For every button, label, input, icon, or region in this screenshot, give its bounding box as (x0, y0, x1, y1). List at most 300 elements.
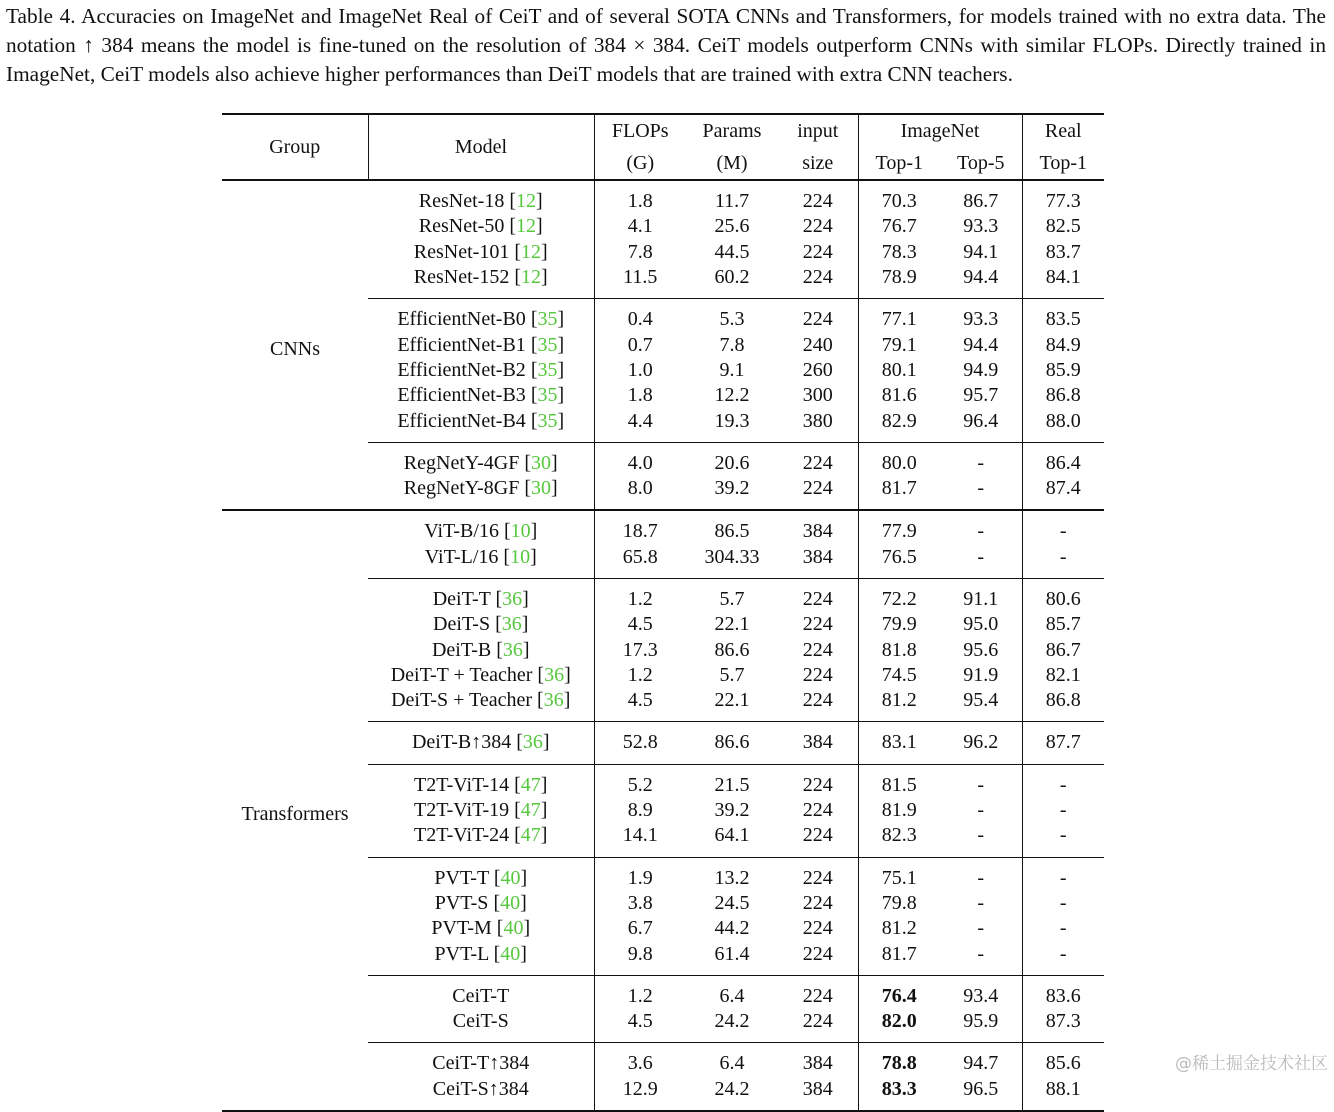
citation-bracket: ] (520, 891, 527, 914)
citation-bracket: [ (514, 240, 522, 263)
model-name-cell (368, 1077, 594, 1111)
real-top1-cell: 86.7 (1045, 638, 1081, 661)
imagenet-top5-cell: 93.4 (940, 975, 1022, 1009)
citation-bracket: ] (536, 190, 543, 213)
real-top1-cell: 77.3 (1045, 190, 1081, 213)
imagenet-top1-cell: 82.3 (881, 824, 917, 847)
imagenet-top5-cell: 95.6 (940, 637, 1022, 662)
model-name: CeiT-T (452, 984, 510, 1007)
citation-bracket: ] (541, 266, 548, 289)
citation-link[interactable]: 12 (516, 215, 537, 238)
header-group: Group (222, 114, 368, 180)
citation-link[interactable]: 10 (510, 520, 531, 543)
params-cell: 5.7 (686, 578, 778, 612)
imagenet-top1-cell: 72.2 (858, 578, 940, 612)
citation-bracket: [ (514, 799, 521, 822)
citation-link[interactable]: 12 (516, 190, 537, 213)
real-top1-cell: 87.3 (1045, 1010, 1081, 1033)
model-name: T2T-ViT-19 (414, 799, 515, 822)
citation-bracket: ] (520, 942, 527, 965)
model-name: PVT-M (431, 917, 497, 940)
results-table (222, 113, 1104, 1112)
citation-link[interactable]: 12 (521, 240, 542, 263)
input-size-cell: 380 (778, 408, 858, 442)
params-cell: 9.1 (719, 358, 745, 381)
imagenet-top1-cell: 80.0 (858, 442, 940, 476)
citation-bracket: [ (495, 613, 502, 636)
params-cell: 11.7 (714, 190, 750, 213)
citation-bracket: [ (493, 891, 501, 914)
flops-cell: 7.8 (627, 240, 653, 263)
model-name-cell (368, 688, 594, 722)
imagenet-top1-cell: 75.1 (858, 857, 940, 891)
params-cell: 21.5 (686, 764, 778, 798)
flops-cell: 1.2 (627, 663, 653, 686)
flops-cell: 1.8 (627, 190, 653, 213)
flops-cell: 4.5 (627, 613, 653, 636)
imagenet-top1-cell: 81.2 (881, 917, 917, 940)
imagenet-top1-cell: 76.5 (881, 545, 917, 568)
real-top1-cell: - (1059, 799, 1067, 822)
imagenet-top1-cell: 77.1 (858, 299, 940, 333)
imagenet-top1-cell: 81.6 (881, 384, 917, 407)
citation-bracket: [ (509, 190, 517, 213)
imagenet-top1-cell: 79.8 (881, 891, 917, 914)
flops-cell: 0.4 (594, 299, 686, 333)
real-top1-cell: 88.0 (1045, 409, 1081, 432)
imagenet-top5-cell: 94.1 (940, 240, 1022, 265)
model-name-cell (368, 358, 594, 383)
citation-bracket: ] (536, 215, 543, 238)
header-imagenet-top1: Top-1 (875, 152, 923, 174)
input-size-cell: 224 (778, 857, 858, 891)
flops-cell: 4.0 (594, 442, 686, 476)
imagenet-top5-cell: 95.4 (940, 688, 1022, 722)
citation-bracket: ] (557, 308, 565, 331)
citation-bracket: ] (540, 824, 548, 847)
citation-link[interactable]: 35 (537, 384, 558, 407)
imagenet-top5-cell: 96.2 (940, 722, 1022, 764)
model-name-cell (368, 180, 594, 214)
model-name: ResNet-18 (418, 190, 510, 213)
model-name-cell (368, 612, 594, 637)
citation-bracket: [ (537, 689, 544, 712)
citation-bracket: ] (557, 384, 565, 407)
citation-bracket: ] (551, 477, 558, 500)
model-name: PVT-L (434, 942, 494, 965)
input-size-cell: 224 (778, 916, 858, 941)
input-size-cell: 240 (778, 332, 858, 357)
imagenet-top5-cell: 95.7 (940, 383, 1022, 408)
real-top1-cell: 86.8 (1045, 689, 1081, 712)
model-name: CeiT-S (452, 1010, 509, 1033)
input-size-cell: 224 (778, 823, 858, 857)
params-cell: 86.6 (686, 722, 778, 764)
citation-bracket: [ (530, 409, 538, 432)
model-name: ResNet-101 (413, 240, 515, 263)
imagenet-top1-cell: 76.4 (858, 975, 940, 1009)
citation-bracket: ] (521, 613, 529, 636)
flops-cell: 17.3 (622, 638, 658, 661)
params-cell: 24.5 (714, 891, 750, 914)
flops-cell: 8.0 (627, 477, 653, 500)
imagenet-top1-cell: 78.9 (881, 266, 917, 289)
flops-cell: 1.9 (594, 857, 686, 891)
imagenet-top1-cell: 81.5 (858, 764, 940, 798)
imagenet-top1-cell: 77.9 (881, 520, 917, 543)
params-cell: 7.8 (719, 333, 745, 356)
group-label: Transformers (241, 803, 349, 826)
real-top1-cell: - (1059, 942, 1067, 965)
model-name-cell (368, 240, 594, 265)
citation-bracket: ] (530, 545, 537, 568)
flops-cell: 3.8 (627, 891, 653, 914)
input-size-cell: 224 (778, 265, 858, 299)
real-top1-cell: 84.9 (1045, 333, 1081, 356)
citation-bracket: [ (493, 942, 501, 965)
real-top1-cell: 86.8 (1045, 384, 1081, 407)
citation-bracket: [ (496, 917, 504, 940)
input-size-cell: 224 (778, 941, 858, 975)
citation-bracket: [ (495, 588, 503, 610)
imagenet-top1-cell: 79.1 (881, 333, 917, 356)
params-cell: 39.2 (714, 477, 750, 500)
imagenet-top5-cell: 94.9 (940, 358, 1022, 383)
input-size-cell: 224 (778, 240, 858, 265)
citation-bracket: ] (563, 689, 571, 712)
imagenet-top5-cell: 94.4 (940, 265, 1022, 299)
model-name: PVT-T (434, 866, 494, 889)
imagenet-top5-cell: 95.0 (940, 612, 1022, 637)
params-cell: 64.1 (714, 824, 750, 847)
imagenet-top1-cell: 70.3 (881, 190, 917, 213)
model-name-cell (368, 545, 594, 579)
model-name: ResNet-50 (418, 215, 510, 238)
real-top1-cell: 83.5 (1022, 299, 1104, 333)
real-top1-cell: - (1022, 857, 1104, 891)
citation-link[interactable]: 47 (520, 824, 541, 847)
model-name: CeiT-T↑384 (432, 1052, 530, 1075)
citation-link[interactable]: 40 (500, 891, 521, 914)
model-name: RegNetY-4GF (403, 451, 525, 474)
model-name: EfficientNet-B4 (397, 409, 531, 432)
params-cell: 22.1 (714, 689, 750, 712)
input-size-cell: 224 (778, 299, 858, 333)
header-params: Params (702, 120, 762, 142)
input-size-cell: 384 (778, 510, 858, 544)
input-size-cell: 224 (778, 891, 858, 916)
group-label: CNNs (269, 337, 320, 360)
params-cell: 60.2 (714, 266, 750, 289)
input-size-cell: 224 (778, 578, 858, 612)
flops-cell: 4.4 (627, 409, 653, 432)
input-size-cell: 224 (778, 637, 858, 662)
params-cell: 22.1 (714, 613, 750, 636)
params-cell: 13.2 (686, 857, 778, 891)
citation-link[interactable]: 36 (502, 588, 523, 610)
model-name-cell (368, 823, 594, 857)
citation-link[interactable]: 36 (501, 613, 522, 636)
model-name: DeiT-S (433, 613, 496, 636)
table-row (222, 510, 1104, 544)
model-name: CeiT-S↑384 (432, 1077, 529, 1100)
params-cell: 20.6 (686, 442, 778, 476)
flops-cell: 5.2 (594, 764, 686, 798)
real-top1-cell: - (1059, 520, 1067, 543)
model-name: EfficientNet-B3 (397, 384, 531, 407)
citation-bracket: ] (542, 731, 550, 754)
citation-link[interactable]: 35 (537, 409, 558, 432)
model-name-cell (368, 1009, 594, 1043)
params-cell: 24.2 (714, 1077, 750, 1100)
imagenet-top5-cell: - (940, 941, 1022, 975)
model-name-cell (368, 510, 594, 544)
citation-link[interactable]: 35 (537, 308, 558, 331)
real-top1-cell: 80.6 (1022, 578, 1104, 612)
model-name: ViT-B/16 (424, 520, 504, 543)
citation-link[interactable]: 40 (500, 866, 521, 889)
citation-link[interactable]: 36 (543, 689, 564, 712)
imagenet-top1-cell: 74.5 (881, 663, 917, 686)
model-name-cell (368, 857, 594, 891)
model-name-cell (368, 891, 594, 916)
header-input: input (778, 114, 858, 147)
flops-cell: 65.8 (622, 545, 658, 568)
real-top1-cell: - (1022, 764, 1104, 798)
citation-bracket: ] (564, 663, 571, 686)
imagenet-top5-cell: 94.4 (940, 332, 1022, 357)
model-name-cell (368, 408, 594, 442)
header-input-unit: size (778, 147, 858, 180)
citation-link[interactable]: 36 (502, 638, 523, 661)
model-name: RegNetY-8GF (403, 477, 525, 500)
citation-bracket: [ (496, 638, 503, 661)
params-cell: 86.5 (714, 520, 750, 543)
citation-link[interactable]: 47 (520, 799, 541, 822)
citation-bracket: ] (557, 409, 565, 432)
real-top1-cell: - (1059, 545, 1067, 568)
real-top1-cell: - (1059, 824, 1067, 847)
imagenet-top5-cell: 95.9 (940, 1009, 1022, 1043)
watermark: @稀土掘金技术社区 (1175, 1054, 1328, 1074)
model-name-cell (368, 265, 594, 299)
citation-bracket: [ (509, 215, 517, 238)
model-name-cell (368, 299, 594, 333)
flops-cell: 3.6 (594, 1043, 686, 1077)
model-name: ViT-L/16 (424, 545, 504, 568)
flops-cell: 6.7 (627, 917, 653, 940)
input-size-cell: 224 (778, 798, 858, 823)
citation-link[interactable]: 10 (510, 545, 531, 568)
imagenet-top1-cell: 82.0 (881, 1010, 917, 1033)
params-cell: 19.3 (714, 409, 750, 432)
imagenet-top5-cell: 91.9 (940, 663, 1022, 688)
citation-bracket: ] (541, 240, 548, 263)
model-name-cell (368, 1043, 594, 1077)
citation-bracket: [ (530, 308, 538, 331)
model-name: DeiT-T + Teacher (390, 663, 538, 686)
params-cell: 6.4 (686, 975, 778, 1009)
real-top1-cell: 84.1 (1045, 266, 1081, 289)
flops-cell: 1.8 (627, 384, 653, 407)
params-cell: 25.6 (714, 215, 750, 238)
model-name-cell (368, 663, 594, 688)
model-name: DeiT-B↑384 (411, 731, 517, 754)
params-cell: 6.4 (686, 1043, 778, 1077)
real-top1-cell: 87.7 (1022, 722, 1104, 764)
citation-bracket: ] (522, 588, 529, 610)
real-top1-cell: 83.6 (1022, 975, 1104, 1009)
citation-bracket: ] (540, 799, 548, 822)
flops-cell: 52.8 (594, 722, 686, 764)
imagenet-top1-cell: 79.9 (881, 613, 917, 636)
real-top1-cell: 82.1 (1045, 663, 1081, 686)
model-name: PVT-S (434, 891, 494, 914)
imagenet-top5-cell: - (940, 442, 1022, 476)
citation-link[interactable]: 35 (537, 358, 558, 381)
imagenet-top5-cell: 93.3 (940, 214, 1022, 239)
citation-bracket: ] (523, 917, 531, 940)
real-top1-cell: 82.5 (1045, 215, 1081, 238)
header-real: Real (1044, 120, 1082, 142)
flops-cell: 4.5 (627, 689, 653, 712)
imagenet-top5-cell: - (940, 916, 1022, 941)
citation-bracket: ] (551, 451, 558, 474)
flops-cell: 4.1 (627, 215, 653, 238)
table-row (222, 180, 1104, 214)
header-flops-unit: (G) (626, 152, 655, 174)
citation-link[interactable]: 36 (522, 731, 543, 754)
input-size-cell: 224 (778, 688, 858, 722)
citation-link[interactable]: 36 (544, 663, 565, 686)
header-imagenet-top5: Top-5 (940, 147, 1022, 180)
model-name-cell (368, 637, 594, 662)
params-cell: 5.3 (686, 299, 778, 333)
citation-bracket: [ (530, 384, 538, 407)
citation-bracket: [ (493, 866, 501, 889)
model-name: EfficientNet-B0 (397, 308, 531, 331)
real-top1-cell: 83.7 (1045, 240, 1081, 263)
real-top1-cell: - (1059, 891, 1067, 914)
citation-link[interactable]: 30 (531, 451, 552, 474)
citation-bracket: [ (537, 663, 545, 686)
model-name: T2T-ViT-14 (414, 773, 515, 796)
imagenet-top5-cell: 96.4 (940, 408, 1022, 442)
params-cell: 24.2 (714, 1010, 750, 1033)
citation-bracket: [ (530, 333, 538, 356)
imagenet-top1-cell: 76.7 (881, 215, 917, 238)
flops-cell: 1.2 (594, 975, 686, 1009)
imagenet-top1-cell: 81.2 (881, 689, 917, 712)
flops-cell: 12.9 (622, 1077, 658, 1100)
params-cell: 39.2 (714, 799, 750, 822)
model-name: EfficientNet-B1 (397, 333, 531, 356)
imagenet-top1-cell: 81.9 (881, 799, 917, 822)
citation-bracket: [ (524, 451, 532, 474)
imagenet-top5-cell: 94.7 (940, 1043, 1022, 1077)
real-top1-cell: 88.1 (1045, 1077, 1081, 1100)
model-name-cell (368, 442, 594, 476)
imagenet-top5-cell: - (940, 476, 1022, 510)
input-size-cell: 224 (778, 214, 858, 239)
citation-bracket: ] (557, 358, 565, 381)
params-cell: 5.7 (719, 663, 745, 686)
input-size-cell: 224 (778, 764, 858, 798)
citation-link[interactable]: 30 (531, 477, 552, 500)
model-name: DeiT-S + Teacher (391, 689, 538, 712)
model-name-cell (368, 941, 594, 975)
input-size-cell: 224 (778, 476, 858, 510)
citation-bracket: [ (514, 824, 521, 847)
flops-cell: 0.7 (627, 333, 653, 356)
model-name-cell (368, 214, 594, 239)
flops-cell: 8.9 (627, 799, 653, 822)
citation-bracket: [ (503, 545, 511, 568)
imagenet-top5-cell: - (940, 891, 1022, 916)
flops-cell: 18.7 (622, 520, 658, 543)
model-name-cell (368, 578, 594, 612)
table-body (222, 180, 1104, 1111)
citation-bracket: [ (516, 731, 523, 754)
imagenet-top1-cell: 81.8 (881, 638, 917, 661)
real-top1-cell: 85.9 (1045, 358, 1081, 381)
model-name: EfficientNet-B2 (397, 358, 531, 381)
citation-bracket: ] (530, 520, 538, 543)
flops-cell: 11.5 (623, 266, 658, 289)
model-name-cell (368, 764, 594, 798)
citation-link[interactable]: 47 (520, 773, 541, 796)
citation-link[interactable]: 40 (503, 917, 524, 940)
real-top1-cell: - (1059, 917, 1067, 940)
citation-bracket: [ (503, 520, 511, 543)
model-name-cell (368, 916, 594, 941)
citation-link[interactable]: 40 (500, 942, 521, 965)
imagenet-top1-cell: 81.7 (881, 942, 917, 965)
imagenet-top5-cell: 93.3 (940, 299, 1022, 333)
imagenet-top1-cell: 82.9 (881, 409, 917, 432)
input-size-cell: 224 (778, 663, 858, 688)
input-size-cell: 224 (778, 442, 858, 476)
model-name-cell (368, 975, 594, 1009)
model-name-cell (368, 722, 594, 764)
input-size-cell: 224 (778, 975, 858, 1009)
table-caption: Table 4. Accuracies on ImageNet and ImageNet Real of CeiT and of several SOTA CNNs and Transformers, for models trained with no extra data. The notation ↑ 384 means the model is fine-tuned on the resolution of 384 × 384. CeiT models outperform CNNs with similar FLOPs. Directly trained in ImageNet, CeiT models also achieve higher performances than DeiT models that are trained with extra CNN teachers. (6, 4, 1326, 86)
model-name: ResNet-152 (413, 266, 515, 289)
params-cell: 86.6 (714, 638, 750, 661)
real-top1-cell: 85.7 (1045, 613, 1081, 636)
real-top1-cell: 85.6 (1022, 1043, 1104, 1077)
model-name-cell (368, 798, 594, 823)
header-params-unit: (M) (716, 152, 748, 174)
imagenet-top1-cell: 81.7 (881, 477, 917, 500)
flops-cell: 1.0 (627, 358, 653, 381)
input-size-cell: 384 (778, 1043, 858, 1077)
citation-link[interactable]: 12 (521, 266, 542, 289)
header-model: Model (368, 114, 594, 180)
imagenet-top5-cell: 96.5 (940, 1077, 1022, 1111)
input-size-cell: 224 (778, 180, 858, 214)
citation-bracket: [ (524, 477, 532, 500)
citation-link[interactable]: 35 (537, 333, 558, 356)
params-cell: 44.2 (714, 917, 750, 940)
citation-bracket: [ (530, 358, 538, 381)
imagenet-top1-cell: 78.3 (881, 240, 917, 263)
header-flops: FLOPs (611, 120, 669, 142)
model-name: DeiT-B (431, 638, 497, 661)
imagenet-top1-cell: 83.1 (858, 722, 940, 764)
imagenet-top5-cell: - (940, 510, 1022, 544)
imagenet-top1-cell: 83.3 (881, 1077, 917, 1100)
